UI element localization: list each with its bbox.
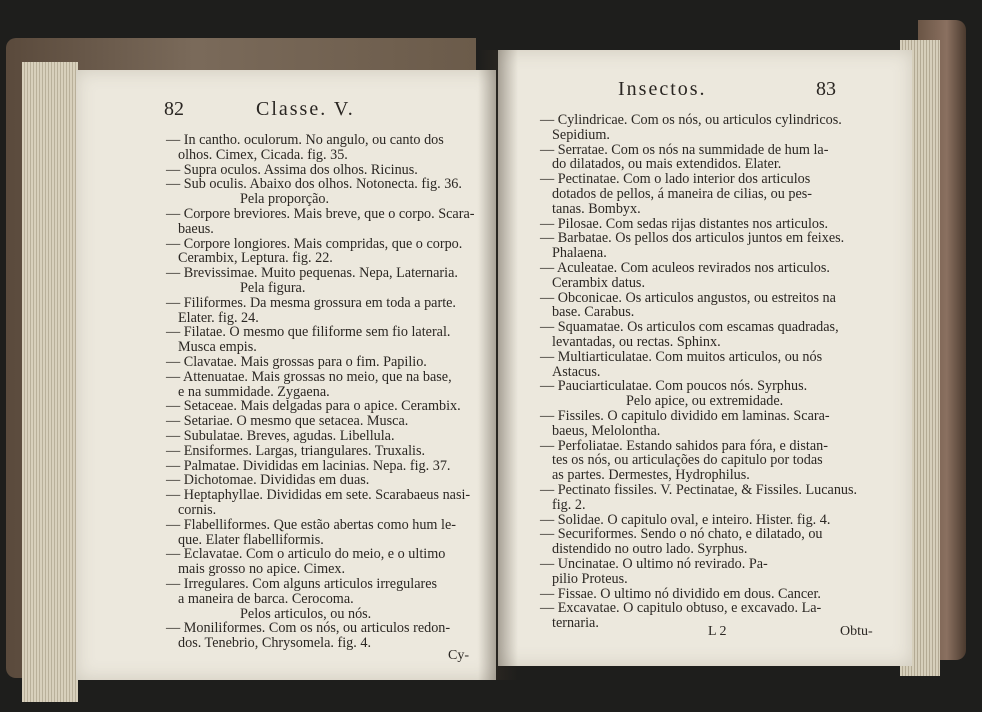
text-line: — Pilosae. Com sedas rijas distantes nos articulos. — [540, 215, 829, 232]
text-line: Phalaena. — [552, 245, 607, 262]
text-line: — Corpore longiores. Mais compridas, que o corpo. — [166, 235, 463, 252]
text-line: — Sub oculis. Abaixo dos olhos. Notonecta. fig. 36. — [166, 176, 462, 193]
text-line: olhos. Cimex, Cicada. fig. 35. — [178, 146, 348, 163]
right-page-header — [498, 78, 912, 108]
text-line: a maneira de barca. Cerocoma. — [178, 590, 354, 607]
text-line: Cerambix, Leptura. fig. 22. — [178, 250, 333, 267]
text-line: Cerambix datus. — [552, 274, 645, 291]
text-line: — Flabelliformes. Que estão abertas como hum le- — [166, 516, 456, 533]
text-line: — Perfoliatae. Estando sahidos para fóra, e distan- — [540, 437, 828, 454]
text-line: — Pauciarticulatae. Com poucos nós. Syrphus. — [540, 378, 808, 395]
left-page-header — [76, 98, 496, 128]
text-line: mais grosso no apice. Cimex. — [178, 561, 346, 578]
text-line: — Heptaphyllae. Divididas em sete. Scarabaeus nasi- — [166, 487, 471, 504]
text-line: tes os nós, ou articulações do capitulo por todas — [552, 452, 823, 469]
text-line: dotados de pellos, á maneira de cilias, ou pes- — [552, 186, 813, 202]
text-line: Musca empis. — [178, 339, 257, 356]
text-line: Astacus. — [552, 363, 601, 380]
text-line: distendido no outro lado. Syrphus. — [552, 541, 748, 558]
text-line: — Squamatae. Os articulos com escamas quadradas, — [540, 319, 839, 336]
text-line: — Filatae. O mesmo que filiforme sem fio lateral. — [166, 324, 451, 341]
text-line: Pelo apice, ou extremidade. — [626, 393, 784, 410]
text-line: — Barbatae. Os pellos dos articulos juntos em feixes. — [540, 230, 845, 247]
text-line: Pela proporção. — [240, 191, 330, 208]
text-line: pilio Proteus. — [552, 570, 628, 587]
text-line: — Fissiles. O capitulo dividido em laminas. Scara- — [540, 408, 830, 424]
text-line: que. Elater flabelliformis. — [178, 531, 324, 548]
text-line: cornis. — [178, 502, 217, 518]
text-line: — Irregulares. Com alguns articulos irregulares — [166, 576, 438, 592]
text-line: baeus. — [178, 220, 214, 237]
text-line: — Filiformes. Da mesma grossura em toda a parte. — [166, 294, 456, 311]
text-line: dos. Tenebrio, Chrysomela. fig. 4. — [178, 635, 372, 652]
text-line: tanas. Bombyx. — [552, 200, 641, 217]
text-line: — Pectinato fissiles. V. Pectinatae, & Fissiles. Lucanus. — [540, 482, 858, 498]
signature-mark: L 2 — [708, 624, 727, 639]
left-page — [76, 70, 496, 680]
text-line: — In cantho. oculorum. No angulo, ou canto dos — [166, 132, 444, 148]
page-number: 82 — [164, 98, 184, 120]
text-line: — Subulatae. Breves, agudas. Libellula. — [166, 428, 395, 444]
text-line: baeus, Melolontha. — [552, 422, 661, 439]
text-line: fig. 2. — [552, 496, 586, 513]
catchword: Obtu- — [840, 624, 873, 639]
text-line: base. Carabus. — [552, 304, 635, 321]
text-line: — Eclavatae. Com o articulo do meio, e o ultimo — [166, 546, 446, 563]
catchword: Cy- — [448, 648, 469, 663]
text-line: ternaria. — [552, 615, 599, 632]
text-line: — Serratae. Com os nós na summidade de hum la- — [540, 141, 829, 158]
text-line: Pela figura. — [240, 280, 306, 296]
text-line: — Dichotomae. Divididas em duas. — [166, 472, 370, 489]
book-gutter — [478, 50, 518, 680]
text-line: — Multiarticulatae. Com muitos articulos, ou nós — [540, 348, 823, 365]
text-line: — Aculeatae. Com aculeos revirados nos articulos. — [540, 260, 830, 276]
text-line: — Palmatae. Divididas em lacinias. Nepa. fig. 37. — [166, 457, 451, 474]
text-line: — Supra oculos. Assima dos olhos. Ricinus. — [166, 161, 418, 178]
page-number: 83 — [816, 78, 836, 100]
text-line: — Setaceae. Mais delgadas para o apice. Cerambix. — [166, 398, 461, 415]
text-line: — Uncinatae. O ultimo nó revirado. Pa- — [540, 556, 768, 572]
text-line: — Cylindricae. Com os nós, ou articulos cylindricos. — [540, 112, 842, 128]
text-line: — Excavatae. O capitulo obtuso, e excavado. La- — [540, 600, 822, 617]
running-head: Insectos. — [618, 78, 707, 100]
text-line: e na summidade. Zygaena. — [178, 383, 330, 400]
text-line: — Ensiformes. Largas, triangulares. Truxalis. — [166, 442, 426, 459]
text-line: Elater. fig. 24. — [178, 309, 259, 326]
text-line: — Attenuatae. Mais grossas no meio, que na base, — [166, 368, 452, 385]
running-head: Classe. V. — [256, 98, 355, 120]
text-line: — Securiformes. Sendo o nó chato, e dilatado, ou — [540, 526, 823, 543]
text-line: Sepidium. — [552, 126, 610, 143]
text-line: — Obconicae. Os articulos angustos, ou estreitos na — [540, 289, 836, 306]
right-page — [498, 50, 912, 666]
text-line: — Pectinatae. Com o lado interior dos articulos — [540, 171, 811, 188]
text-line: levantadas, ou rectas. Sphinx. — [552, 334, 721, 350]
text-line: — Solidae. O capitulo oval, e inteiro. Hister. fig. 4. — [540, 511, 831, 528]
text-line: — Brevissimae. Muito pequenas. Nepa, Laternaria. — [166, 265, 458, 282]
text-line: — Moniliformes. Com os nós, ou articulos redon- — [166, 620, 451, 637]
text-line: — Setariae. O mesmo que setacea. Musca. — [166, 413, 409, 430]
text-line: — Clavatae. Mais grossas para o fim. Papilio. — [166, 354, 427, 370]
text-line: — Fissae. O ultimo nó dividido em dous. Cancer. — [540, 585, 821, 602]
text-line: Pelos articulos, ou nós. — [240, 605, 372, 622]
text-line: — Corpore breviores. Mais breve, que o corpo. Scara- — [166, 206, 475, 222]
text-line: as partes. Dermestes, Hydrophilus. — [552, 467, 750, 484]
page-edges-left — [22, 62, 78, 702]
text-line: do dilatados, ou mais extendidos. Elater. — [552, 156, 782, 173]
